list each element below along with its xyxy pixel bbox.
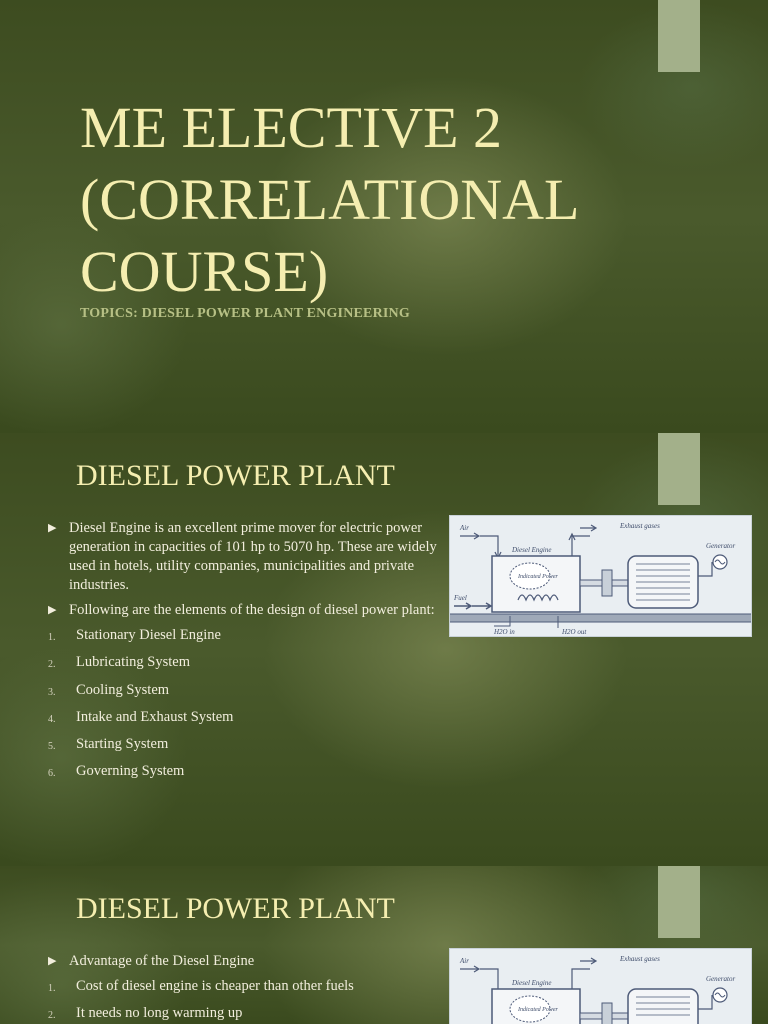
svg-text:Indicated Power: Indicated Power: [518, 1007, 558, 1013]
slide-tab-marker: [658, 866, 700, 938]
svg-text:Diesel Engine: Diesel Engine: [512, 979, 552, 987]
list-item: 6. Governing System: [48, 763, 185, 780]
list-item: 2. It needs no long warming up: [48, 1005, 243, 1022]
slide-title: ME ELECTIVE 2 (CORRELATIONAL COURSE): [80, 95, 578, 304]
diagram-engine-label: Diesel Engine: [512, 546, 552, 554]
diagram-exhaust-label: Exhaust gases: [620, 522, 660, 530]
triangle-bullet-icon: ▶: [48, 955, 57, 967]
svg-text:Exhaust gases: Exhaust gases: [620, 955, 660, 963]
bullet-text: Diesel Engine is an excellent prime mover for electric power generation in capacities of 101 hp to 5070 hp. These are widely used in hotels, utility companies, municipalities and private industries.: [69, 520, 437, 593]
list-item: 1. Cost of diesel engine is cheaper than other fuels: [48, 978, 354, 994]
slide-body: [48, 519, 443, 790]
diagram-fuel-label: Fuel: [454, 594, 467, 602]
diagram-generator-label: Generator: [706, 542, 736, 550]
bullet-text: Following are the elements of the design of diesel power plant:: [69, 602, 435, 618]
diesel-plant-diagram: [449, 948, 752, 1024]
svg-text:Generator: Generator: [706, 975, 736, 983]
slide-heading: DIESEL POWER PLANT: [76, 892, 395, 925]
bullet-item: [48, 519, 443, 595]
list-item: 3. Cooling System: [48, 681, 170, 698]
list-item: 4. Intake and Exhaust System: [48, 708, 234, 725]
bullet-text: Advantage of the Diesel Engine: [69, 953, 255, 969]
bullet-item: [48, 601, 443, 620]
title-slide: [0, 0, 768, 433]
diagram-air-label: Air: [460, 524, 469, 532]
list-item: 2. Lubricating System: [48, 654, 190, 671]
diagram-indicated-label: Indicated Power: [518, 574, 558, 580]
numbered-list: [48, 977, 443, 1024]
slide-tab-marker: [658, 0, 700, 72]
list-item: 1. Stationary Diesel Engine: [48, 627, 221, 643]
content-slide-1: [0, 433, 768, 866]
triangle-bullet-icon: ▶: [48, 604, 57, 616]
bullet-item: [48, 952, 443, 971]
svg-text:Air: Air: [460, 957, 469, 965]
list-item: 5. Starting System: [48, 736, 169, 753]
diagram-h2o-in-label: H2O in: [494, 628, 515, 636]
slide-subtitle: TOPICS: DIESEL POWER PLANT ENGINEERING: [80, 306, 410, 321]
diesel-plant-diagram: [449, 515, 752, 637]
content-slide-2: [0, 866, 768, 1024]
slide-heading: DIESEL POWER PLANT: [76, 459, 395, 492]
triangle-bullet-icon: ▶: [48, 522, 57, 534]
slide-tab-marker: [658, 433, 700, 505]
numbered-list: [48, 626, 443, 790]
diagram-h2o-out-label: H2O out: [562, 628, 587, 636]
slide-body: [48, 952, 443, 1024]
